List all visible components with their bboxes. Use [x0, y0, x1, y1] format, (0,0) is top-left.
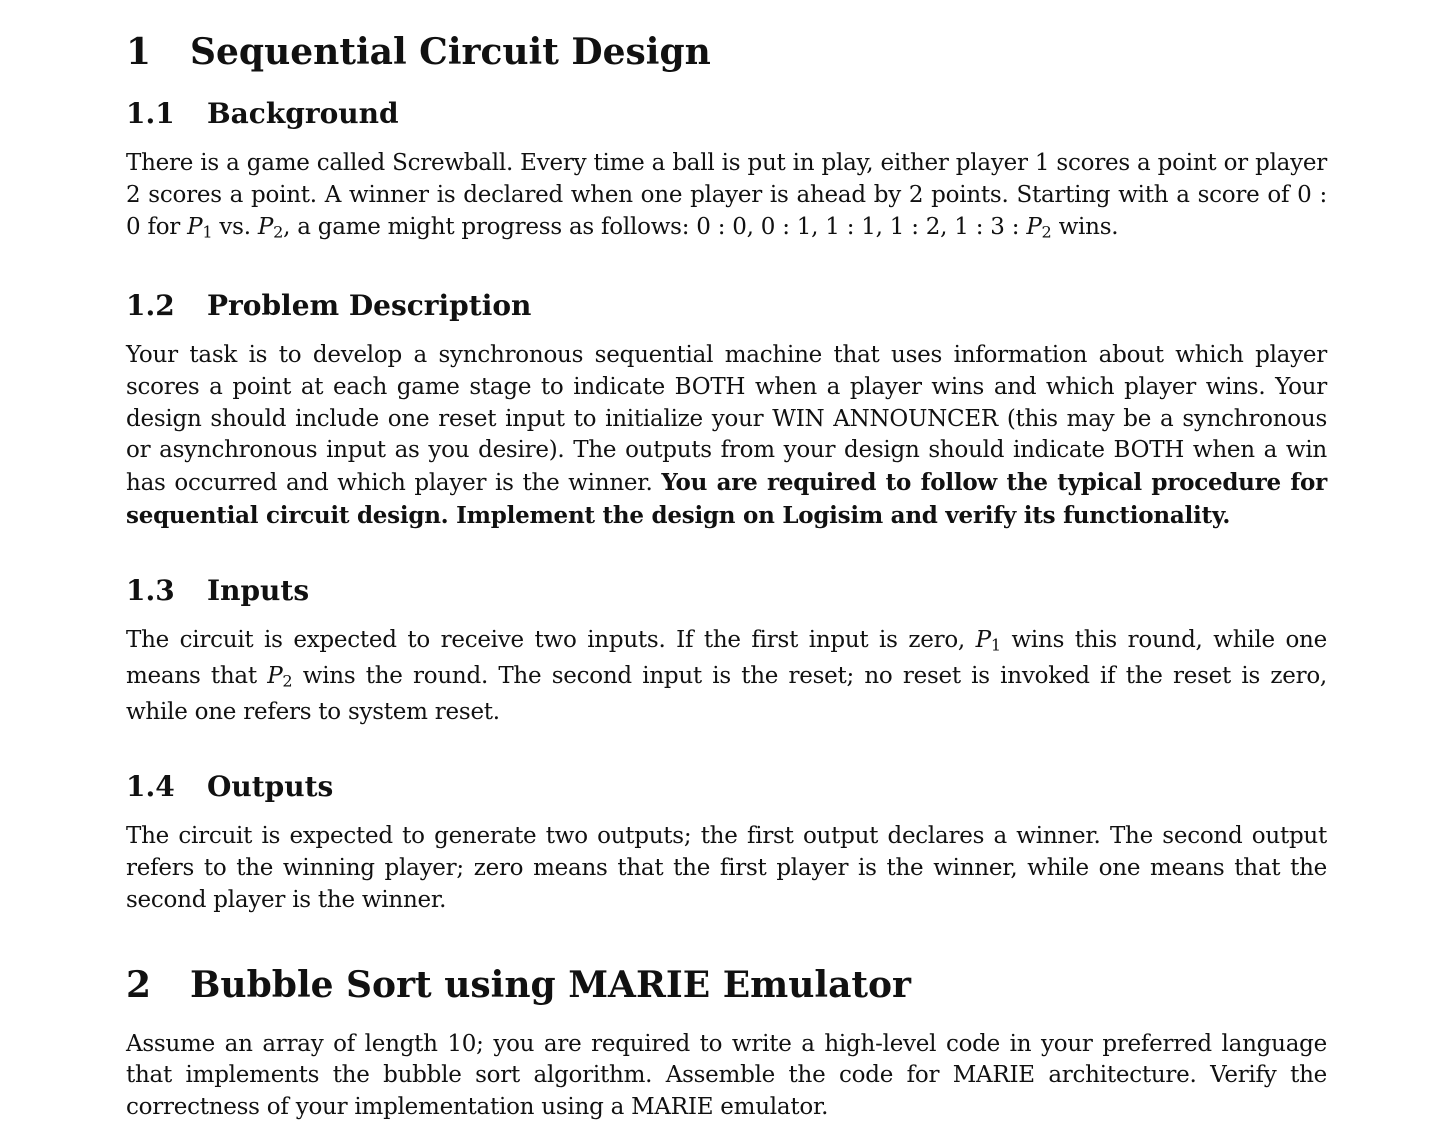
- section-1-heading: [126, 30, 1327, 74]
- subsection-title: Outputs: [207, 770, 334, 804]
- bold-requirement: You are required to follow the typical procedure for sequential circuit design. Implement the design on Logisim and verify its functionality.: [126, 469, 1328, 529]
- subsection-number: 1.1: [126, 97, 175, 130]
- document-page: [126, 30, 1327, 1124]
- section-number: 1: [126, 31, 152, 73]
- subsection-number: 1.3: [126, 573, 175, 607]
- subsection-1-2-heading: [126, 288, 1327, 324]
- section-2-heading: [126, 963, 1327, 1007]
- player-2-symbol: $P_2$: [1026, 213, 1052, 242]
- player-2-symbol: $P_2$: [267, 663, 293, 691]
- subsection-number: 1.2: [126, 288, 175, 322]
- subsection-1-3-heading: [126, 573, 1327, 609]
- problem-description-paragraph: Your task is to develop a synchronous sequential machine that uses information about which player scores a point at each game stage to indicate BOTH when a player wins and which player wins. Your design should include one reset input to initialize your WIN ANNOUNCER (this may be a synchronous or asynchronous input as you desire). The outputs from your design should indicate BOTH when a win has occurred and which player is the winner. You are required to follow the typical procedure for sequential circuit design. Implement the design on Logisim and verify its functionality.: [126, 341, 1328, 529]
- subsection-1-4-heading: [126, 769, 1327, 805]
- subsection-number: 1.4: [126, 770, 175, 804]
- subsection-1-1-heading: [126, 96, 1327, 132]
- bubble-sort-paragraph: Assume an array of length 10; you are required to write a high-level code in your preferred language that implements the bubble sort algorithm. Assemble the code for MARIE architecture. Verify the correctness of your implementation using a MARIE emulator.: [126, 1030, 1327, 1121]
- outputs-paragraph: The circuit is expected to generate two outputs; the first output declares a winner. The second output refers to the winning player; zero means that the first player is the winner, while one means that the second player is the winner.: [126, 823, 1327, 913]
- player-1-symbol: $P_1$: [187, 213, 213, 242]
- section-number: 2: [126, 963, 152, 1006]
- subsection-title: Background: [207, 97, 399, 130]
- player-2-symbol: $P_2$: [257, 213, 284, 242]
- inputs-paragraph: The circuit is expected to receive two inputs. If the first input is zero, $P_1$ wins this round, while one means that $P_2$ wins the round. The second input is the reset; no reset is invoked if the reset is zero, while one refers to system reset.: [126, 626, 1327, 726]
- section-title: Bubble Sort using MARIE Emulator: [190, 963, 912, 1006]
- player-1-symbol: $P_1$: [975, 626, 1001, 655]
- subsection-title: Problem Description: [207, 288, 532, 322]
- section-title: Sequential Circuit Design: [190, 31, 711, 73]
- subsection-title: Inputs: [207, 573, 310, 607]
- background-paragraph: There is a game called Screwball. Every time a ball is put in play, either player 1 scores a point or player 2 scores a point. A winner is declared when one player is ahead by 2 points. Starting with a score of 0 : 0 for $P_1$ vs. $P_2$, a game might progress as follows: 0 : 0, 0 : 1, 1 : 1, 1 : 2, 1 : 3 : $P_2$ wins.: [126, 150, 1327, 242]
